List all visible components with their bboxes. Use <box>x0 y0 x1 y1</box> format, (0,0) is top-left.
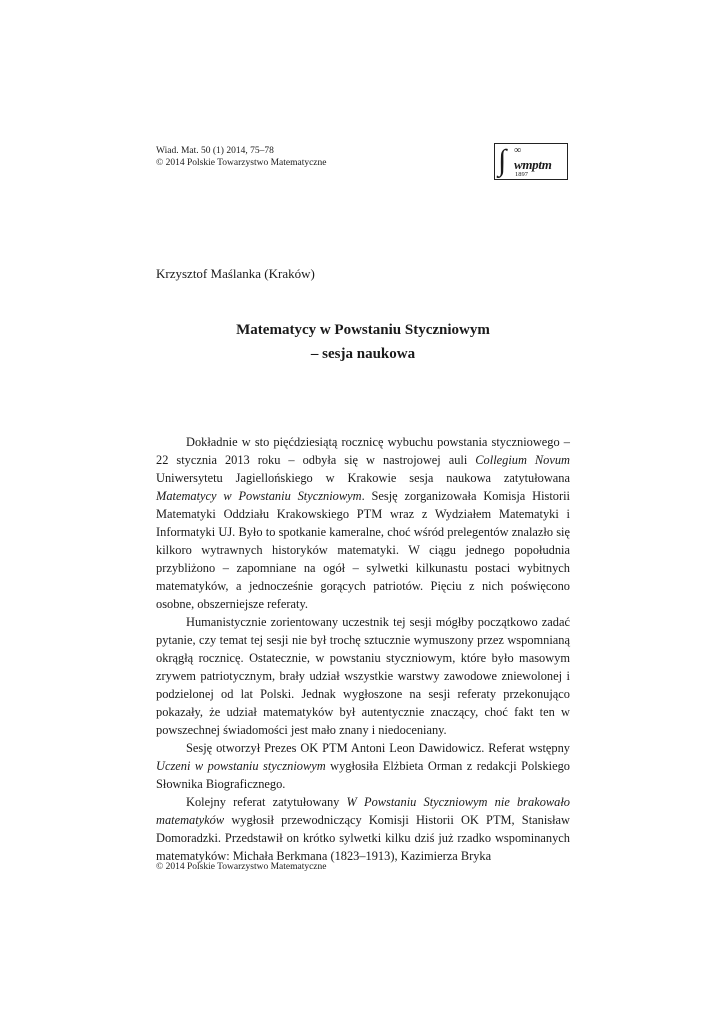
paragraph-4 <box>156 793 570 865</box>
page-footer-copyright: © 2014 Polskie Towarzystwo Matematyczne <box>156 862 327 872</box>
paragraph-text: Uniwersytetu Jagiellońskiego w Krakowie sesja naukowa zatytułowana <box>156 471 570 485</box>
infinity-superscript: ∞ <box>514 145 522 156</box>
paragraph-text: . Sesję zorganizowała Komisja Historii Matematyki Oddziału Krakowskiego PTM wraz z Wydziałem Matematyki i Informatyki UJ. Było to spotkanie kameralne, choć wśród prelegentów znalazło się kilkoro wytrawnych historyków matematyki. W ciągu jednego popołudnia przybliżono – zapomniane na ogół – sylwetki kilkunastu postaci wybitnych matematyków, a jednocześnie gorących patriotów. Pięciu z nich poświęcono osobne, obszerniejsze referaty. <box>156 489 570 611</box>
emphasis-session-title: Matematycy w Powstaniu Styczniowym <box>156 489 362 503</box>
paragraph-text: Sesję otworzył Prezes OK PTM Antoni Leon Dawidowicz. Referat wstępny <box>186 741 570 755</box>
header-copyright: © 2014 Polskie Towarzystwo Matematyczne <box>156 158 327 168</box>
paragraph-text: wygłosił przewodniczący Komisji Historii OK PTM, Stanisław Domoradzki. Przedstawił on krótko sylwetki kilku dziś już rzadko wspominanych matematyków: Michała Berkmana (1823–1913), Kazimierza Bryka <box>156 813 570 863</box>
journal-citation: Wiad. Mat. 50 (1) 2014, 75–78 <box>156 146 274 156</box>
emphasis-talk-title: W Powstaniu Styczniowym nie brakowało matematyków <box>156 795 570 827</box>
title-line-2: – sesja naukowa <box>310 346 416 362</box>
title-line-1: Matematycy w Powstaniu Styczniowym <box>236 322 490 338</box>
paragraph-2 <box>156 613 570 739</box>
journal-header <box>156 145 326 169</box>
emphasis-talk-title: Uczeni w powstaniu styczniowym <box>156 759 326 773</box>
integral-sign-icon: ∫ <box>498 144 507 177</box>
author-line: Krzysztof Maślanka (Kraków) <box>156 266 315 281</box>
paragraph-1 <box>156 433 570 613</box>
paragraph-text: Humanistycznie zorientowany uczestnik tej sesji mógłby początkowo zadać pytanie, czy temat tej sesji nie był trochę sztucznie wymuszony przez wspomnianą okrągłą rocznicę. Ostatecznie, w powstaniu styczniowym, które było masowym zrywem patriotycznym, brały udział wszystkie warstwy zawodowe zniewolonej i podzielonej od lat Polski. Jednak wygłoszone na sesji referaty przekonująco pokazały, że udział matematyków był autentycznie znaczący, choć fakt ten w powszechnej świadomości jest mało znany i niedoceniany. <box>156 615 570 737</box>
paragraph-text: Kolejny referat zatytułowany <box>186 795 347 809</box>
emphasis-collegium-novum: Collegium Novum <box>475 453 571 467</box>
article-body <box>156 433 570 865</box>
paragraph-3 <box>156 739 570 793</box>
logo-year: 1897 <box>515 171 528 178</box>
article-title <box>156 318 570 366</box>
wmptm-logo <box>494 143 568 180</box>
paragraph-text: Dokładnie w sto pięćdziesiątą rocznicę wybuchu powstania styczniowego – 22 stycznia 2013 roku – odbyła się w nastrojowej auli <box>156 435 570 467</box>
logo-wordmark: wmptm <box>514 157 552 172</box>
paragraph-text: wygłosiła Elżbieta Orman z redakcji Polskiego Słownika Biograficznego. <box>156 759 571 791</box>
